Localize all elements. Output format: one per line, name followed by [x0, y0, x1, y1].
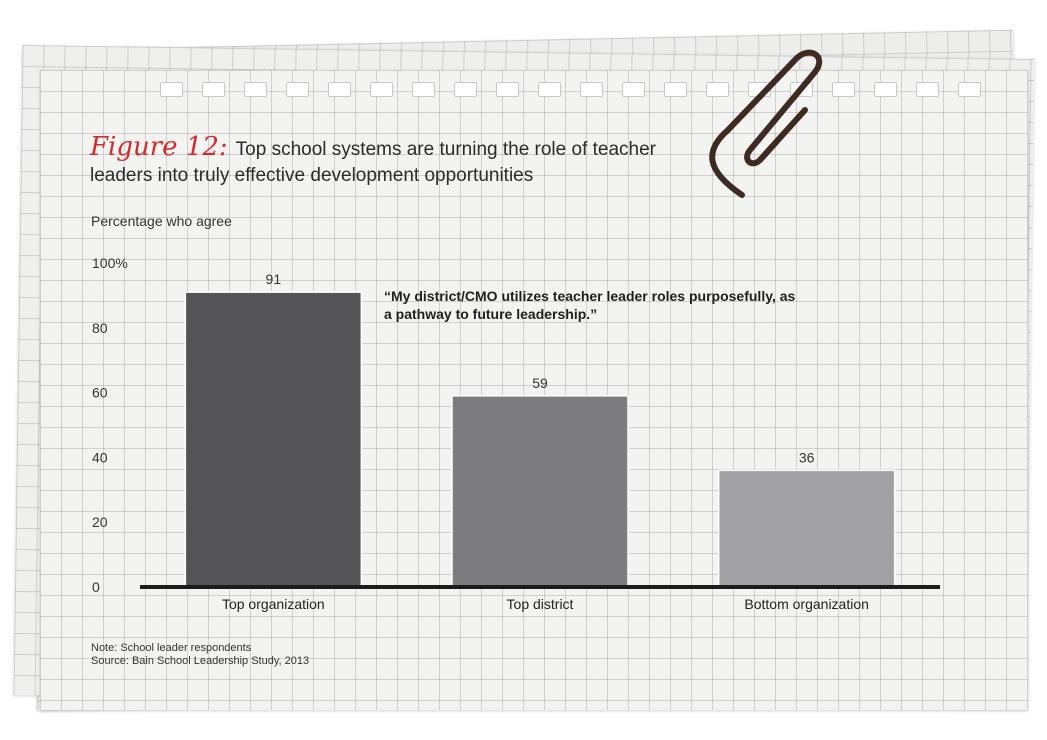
- figure-title: Top school systems are turning the role of teacher leaders into truly effective development opportunities: [90, 139, 657, 186]
- chart-subtitle: Percentage who agree: [91, 213, 232, 229]
- y-tick-label: 80: [92, 319, 108, 336]
- y-tick-label: 40: [92, 449, 108, 466]
- x-category-label: Top organization: [221, 596, 325, 612]
- x-category-label: Bottom organization: [744, 596, 869, 612]
- bar: [719, 470, 895, 587]
- bar-value-label: 36: [798, 449, 815, 466]
- chart-footnotes: [91, 642, 309, 668]
- bar: [185, 292, 361, 587]
- y-tick-label: 20: [92, 514, 108, 531]
- bar-value-label: 59: [532, 374, 548, 391]
- bar-value-label: 91: [265, 271, 282, 288]
- x-category-label: Top district: [506, 596, 574, 612]
- source-text: Source: Bain School Leadership Study, 2013: [91, 655, 310, 667]
- figure-label: Figure 12:: [90, 132, 228, 162]
- y-tick-label: 60: [92, 384, 108, 401]
- bar: [452, 396, 628, 587]
- chart-quote: “My district/CMO utilizes teacher leader roles purposefully, as a pathway to future leadership.”: [384, 288, 796, 322]
- note-text: Note: School leader respondents: [91, 642, 252, 654]
- y-tick-label: 0: [92, 579, 100, 595]
- y-tick-label: 100%: [92, 255, 128, 271]
